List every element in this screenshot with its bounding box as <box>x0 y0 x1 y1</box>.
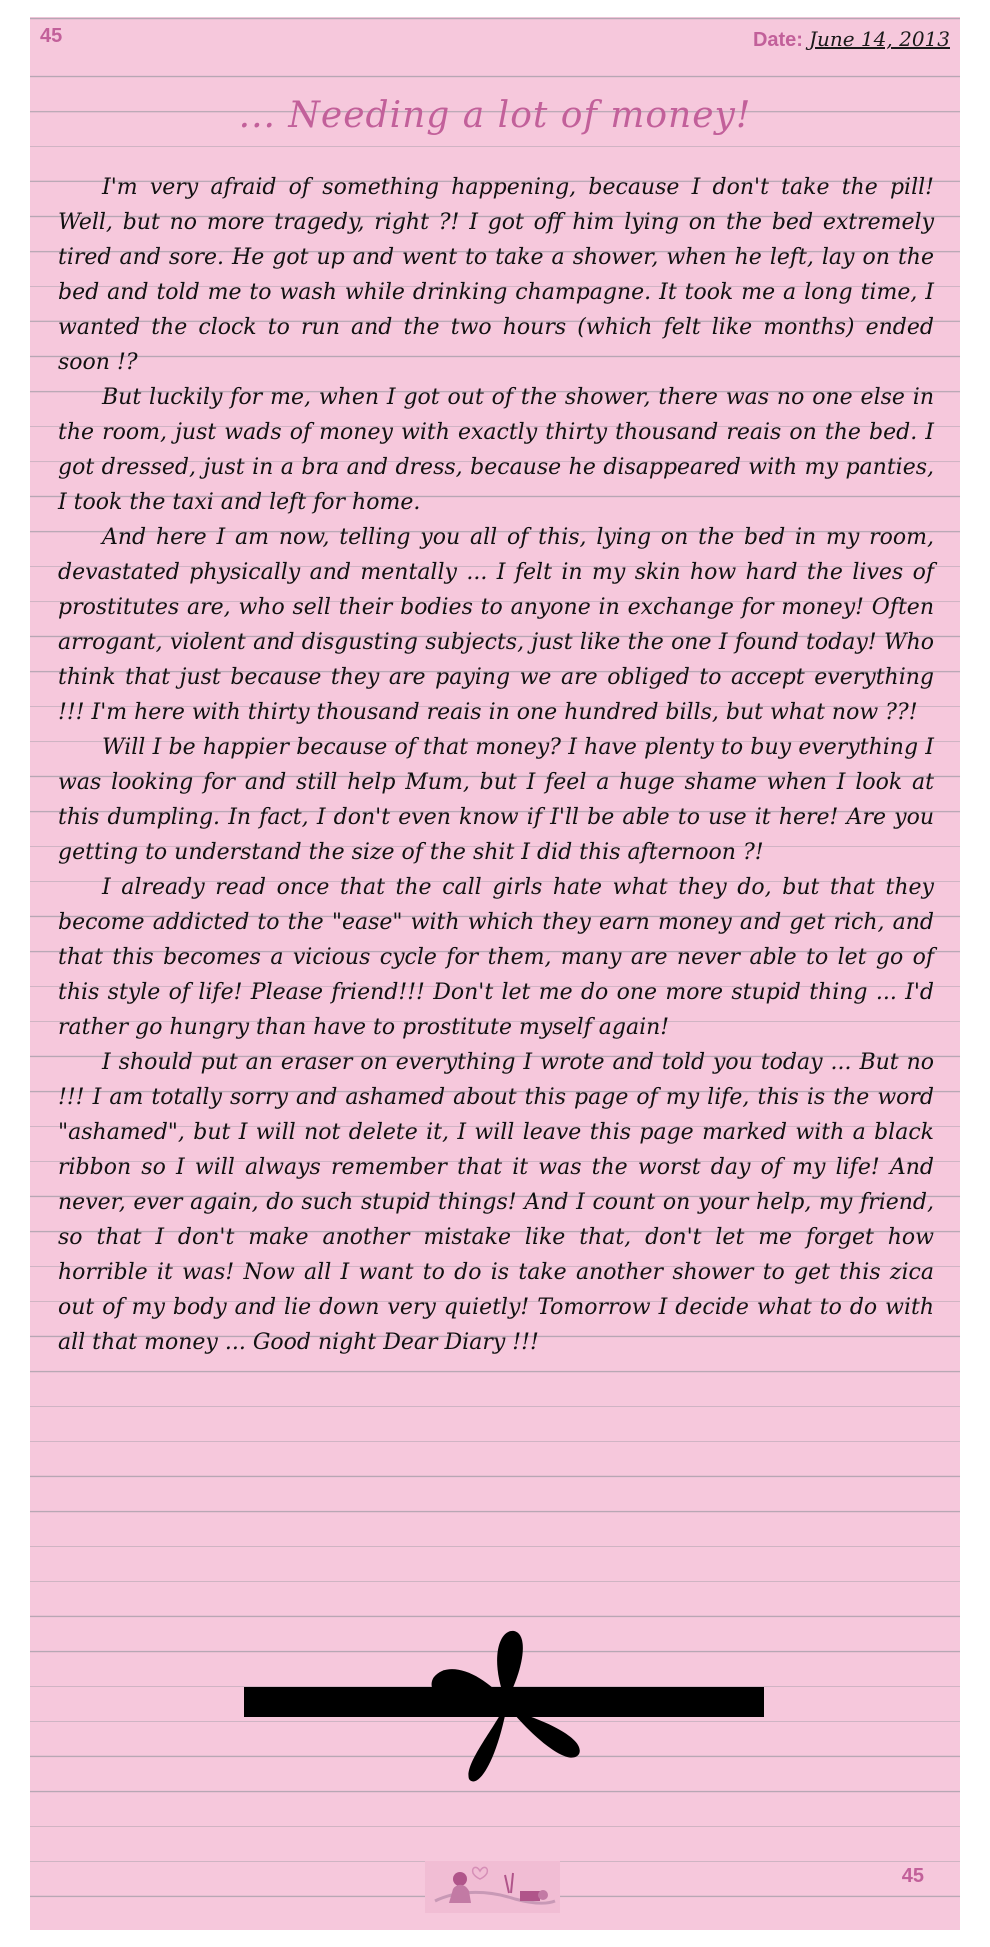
paragraph: But luckily for me, when I got out of the shower, there was no one else in the room, just wads of money with exactly thirty thousand reais on the bed. I got dressed, just in a bra and dress, because he disappeared with my panties, I took the taxi and left for home. <box>58 385 934 515</box>
date-label: Date: <box>752 29 803 51</box>
diary-page <box>30 17 960 1930</box>
black-ribbon-bow-icon <box>244 1629 764 1799</box>
entry-body <box>58 170 934 1360</box>
entry-title: ... Needing a lot of money! <box>238 95 752 136</box>
paragraph: I'm very afraid of something happening, because I don't take the pill! Well, but no more tragedy, right ?! I got off him lying on the bed extremely tired and sore. He got up and went to take a shower, when he left, lay on the bed and told me to wash while drinking champagne. It took me a long time, I wanted the clock to run and the two hours (which felt like months) ended soon !? <box>58 175 934 375</box>
paragraph: And here I am now, telling you all of this, lying on the bed in my room, devastated physically and mentally ... I felt in my skin how hard the lives of prostitutes are, who sell their bodies to anyone in exchange for money! Often arrogant, violent and disgusting subjects, just like the one I found today! Who think that just because they are paying we are obliged to accept everything !!! I'm here with thirty thousand reais in one hundred bills, but what now ??! <box>58 525 934 725</box>
paragraph: I should put an eraser on everything I wrote and told you today ... But no !!! I am totally sorry and ashamed about this page of my life, this is the word "ashamed", but I will not delete it, I will leave this page marked with a black ribbon so I will always remember that it was the worst day of my life! And never, ever again, do such stupid things! And I count on your help, my friend, so that I don't make another mistake like that, don't let me forget how horrible it was! Now all I want to do is take another shower to get this zica out of my body and lie down very quietly! Tomorrow I decide what to do with all that money ... Good night Dear Diary !!! <box>58 1050 934 1355</box>
page-number-bottom: 45 <box>901 1865 924 1887</box>
paragraph: Will I be happier because of that money? I have plenty to buy everything I was looking for and still help Mum, but I feel a huge shame when I look at this dumpling. In fact, I don't even know if I'll be able to use it here! Are you getting to understand the size of the shit I did this afternoon ?! <box>58 735 934 865</box>
date-field <box>753 27 950 52</box>
paragraph: I already read once that the call girls hate what they do, but that they become addicted to the "ease" with which they earn money and get rich, and that this becomes a vicious cycle for them, many are never able to let go of this style of life! Please friend!!! Don't let me do one more stupid thing ... I'd rather go hungry than have to prostitute myself again! <box>58 875 934 1040</box>
page-number-top: 45 <box>40 25 63 47</box>
diary-girl-logo-icon <box>425 1861 560 1913</box>
date-value: June 14, 2013 <box>808 27 950 51</box>
